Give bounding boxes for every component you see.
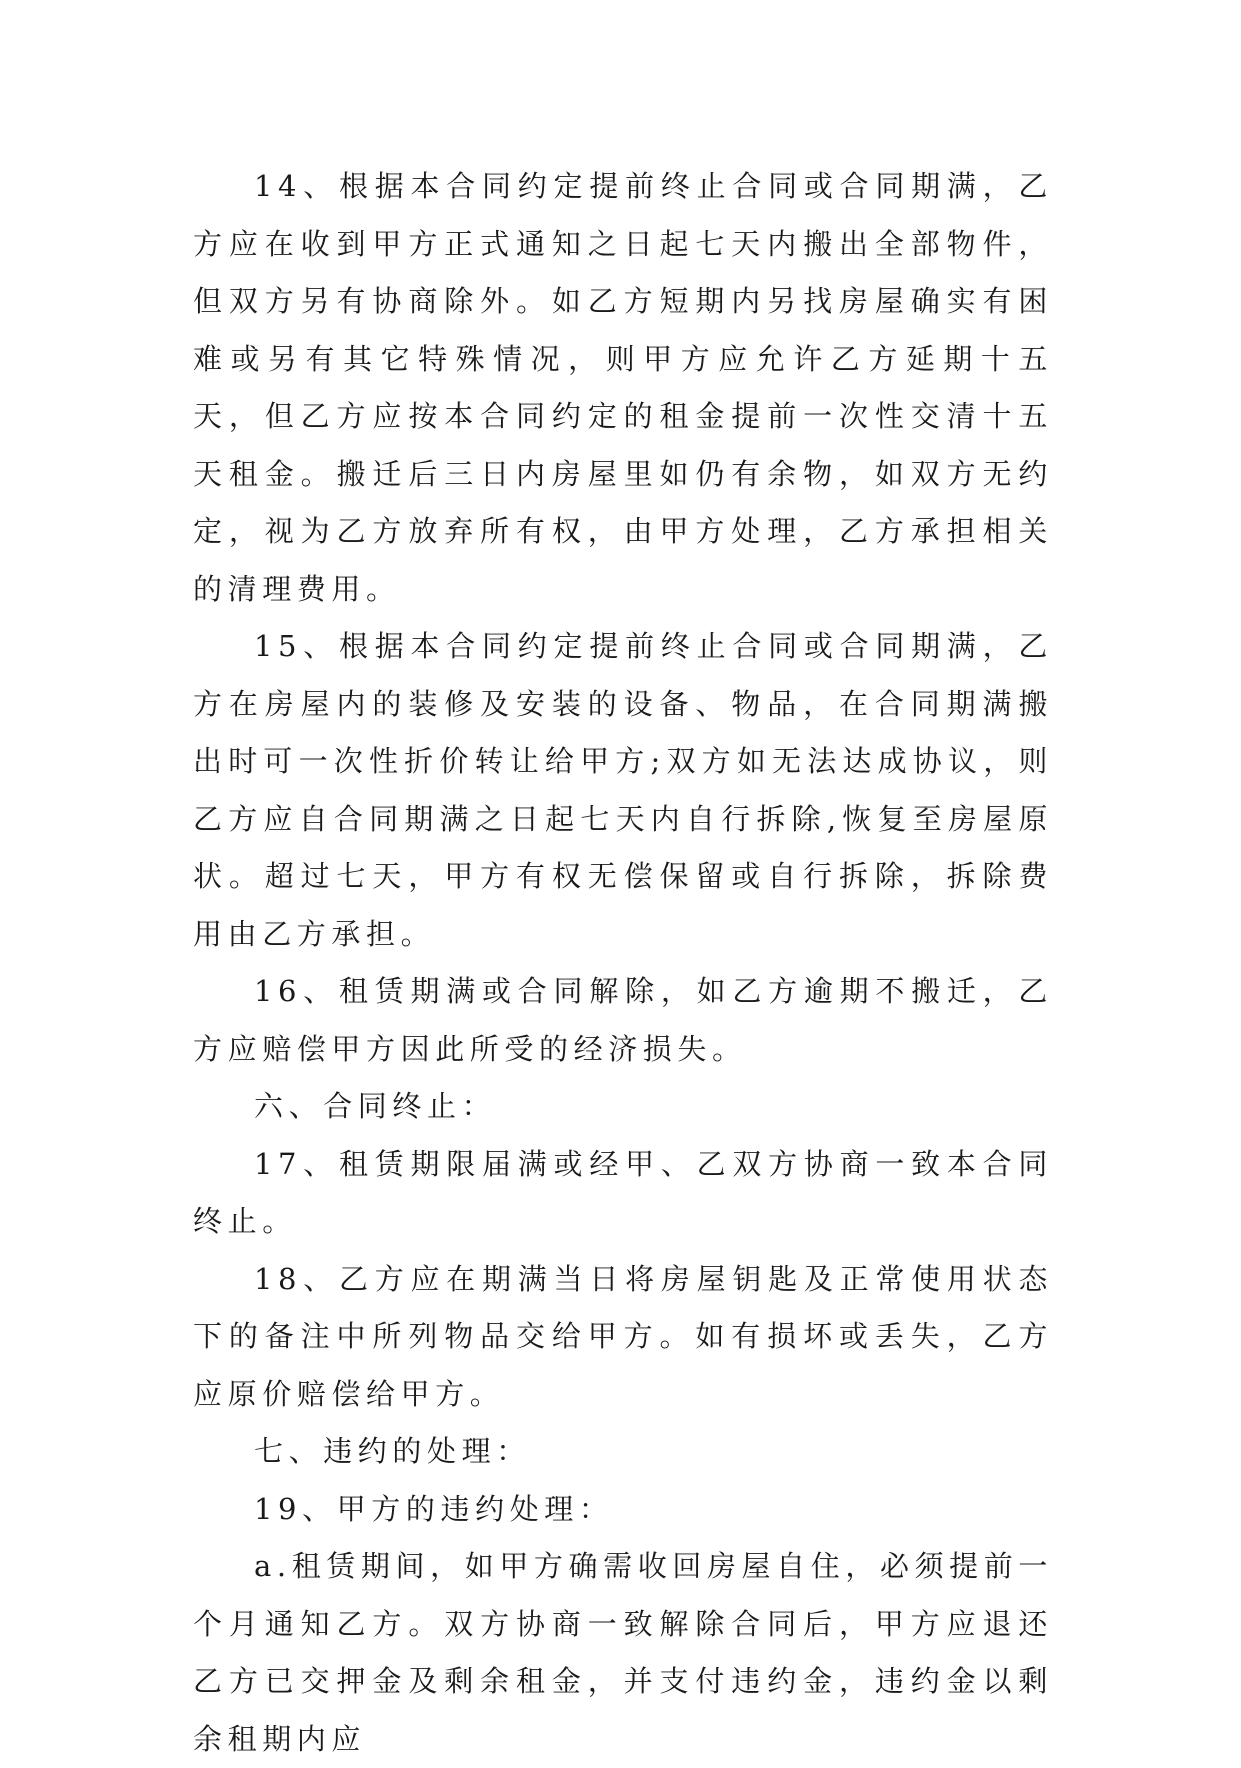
section-heading-termination: 六、合同终止： [254,1089,497,1123]
clause-19-a: a.租赁期间，如甲方确需收回房屋自住，必须提前一个月通知乙方。双方协商一致解除合同后，甲方应退还乙方已交押金及剩余租金，并支付违约金，违约金以剩余租期内应 [193,1549,1053,1756]
clause-17: 17、租赁期限届满或经甲、乙双方协商一致本合同终止。 [193,1146,1053,1238]
section-heading-breach: 七、违约的处理： [254,1434,531,1468]
document-body [193,158,1053,1768]
clause-18: 18、乙方应在期满当日将房屋钥匙及正常使用状态下的备注中所列物品交给甲方。如有损坏或丢失，乙方应原价赔偿给甲方。 [193,1261,1053,1411]
clause-19: 19、甲方的违约处理： [254,1491,614,1526]
clause-15: 15、根据本合同约定提前终止合同或合同期满，乙方在房屋内的装修及安装的设备、物品，在合同期满搬出时可一次性折价转让给甲方;双方如无法达成协议，则乙方应自合同期满之日起七天内自行拆除,恢复至房屋原状。超过七天，甲方有权无偿保留或自行拆除，拆除费用由乙方承担。 [193,629,1053,951]
clause-14: 14、根据本合同约定提前终止合同或合同期满，乙方应在收到甲方正式通知之日起七天内搬出全部物件，但双方另有协商除外。如乙方短期内另找房屋确实有困难或另有其它特殊情况，则甲方应允许乙方延期十五天，但乙方应按本合同约定的租金提前一次性交清十五天租金。搬迁后三日内房屋里如仍有余物，如双方无约定，视为乙方放弃所有权，由甲方处理，乙方承担相关的清理费用。 [193,169,1053,606]
clause-16: 16、租赁期满或合同解除，如乙方逾期不搬迁，乙方应赔偿甲方因此所受的经济损失。 [193,974,1053,1066]
